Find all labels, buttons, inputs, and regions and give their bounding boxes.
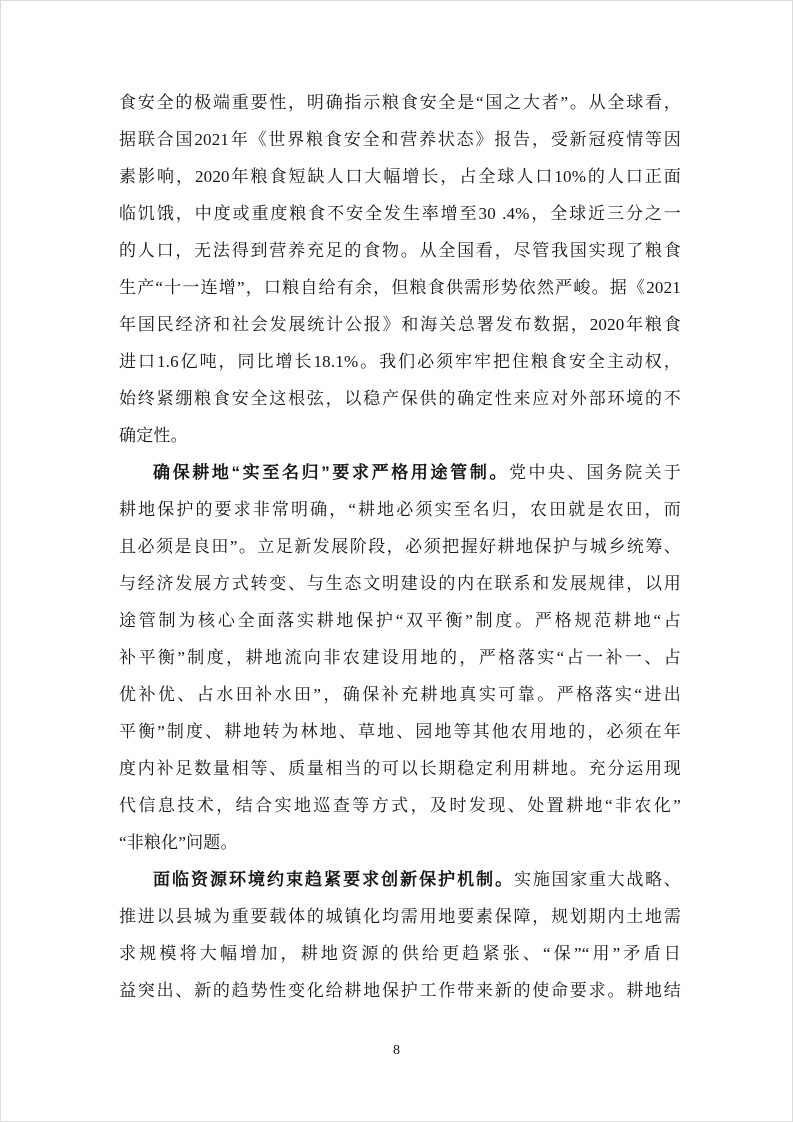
text-run: 求规模将大幅增加，耕地资源的供给更趋紧张、“保”“用”矛盾日 [119,944,681,963]
text-line [119,713,681,750]
text-run: 补平衡”制度，耕地流向非农建设用地的，严格落实“占一补一、占 [119,648,681,667]
text-line [119,454,681,491]
text-run: 进口1.6亿吨，同比增长18.1%。我们必须牢牢把住粮食安全主动权， [119,352,681,371]
text-run: 党中央、国务院关于 [509,463,682,482]
bold-run: 确保耕地“实至名归”要求严格用途管制。 [153,463,510,482]
text-run: 实施国家重大战略、 [514,870,681,889]
text-run: 年国民经济和社会发展统计公报》和海关总署发布数据，2020年粮食 [119,315,681,334]
text-line [119,232,681,269]
text-line [119,195,681,232]
text-line [119,972,681,1009]
text-line [119,158,681,195]
page-number: 8 [393,1043,400,1058]
text-line [119,898,681,935]
text-run: 素影响，2020年粮食短缺人口大幅增长，占全球人口10%的人口正面 [119,167,681,186]
text-line [119,676,681,713]
text-line [119,602,681,639]
text-run: 始终紧绷粮食安全这根弦，以稳产保供的确定性来应对外部环境的不 [119,389,681,408]
text-run: 代信息技术，结合实地巡查等方式，及时发现、处置耕地“非农化” [119,796,681,815]
text-line [119,343,681,380]
text-line [119,491,681,528]
text-line [119,787,681,824]
text-run: 的人口，无法得到营养充足的食物。从全国看，尽管我国实现了粮食 [119,241,681,260]
text-line [119,528,681,565]
text-run: 临饥饿，中度或重度粮食不安全发生率增至30 .4%，全球近三分之一 [119,204,681,223]
text-run: 据联合国2021年《世界粮食安全和营养状态》报告，受新冠疫情等因 [119,130,681,149]
text-line [119,380,681,417]
text-run: 优补优、占水田补水田”，确保补充耕地真实可靠。严格落实“进出 [119,685,681,704]
text-run: 平衡”制度、耕地转为林地、草地、园地等其他农用地的，必须在年 [119,722,681,741]
text-run: 益突出、新的趋势性变化给耕地保护工作带来新的使命要求。耕地结 [119,981,681,1000]
paragraph [119,84,681,454]
text-run: 确定性。 [119,426,188,445]
document-body [119,84,681,1009]
text-line [119,84,681,121]
paragraph [119,454,681,861]
bold-run: 面临资源环境约束趋紧要求创新保护机制。 [153,870,515,889]
text-line [119,417,681,454]
text-run: 推进以县城为重要载体的城镇化均需用地要素保障，规划期内土地需 [119,907,681,926]
text-run: 生产“十一连增”，口粮自给有余，但粮食供需形势依然严峻。据《2021 [119,278,681,297]
text-run: 食安全的极端重要性，明确指示粮食安全是“国之大者”。从全球看， [119,93,681,112]
text-run: “非粮化”问题。 [119,833,238,852]
text-run: 度内补足数量相等、质量相当的可以长期稳定利用耕地。充分运用现 [119,759,681,778]
text-run: 耕地保护的要求非常明确，“耕地必须实至名归，农田就是农田，而 [119,500,681,519]
text-line [119,269,681,306]
text-run: 途管制为核心全面落实耕地保护“双平衡”制度。严格规范耕地“占 [119,611,681,630]
text-line [119,565,681,602]
text-run: 与经济发展方式转变、与生态文明建设的内在联系和发展规律，以用 [119,574,681,593]
text-line [119,306,681,343]
text-line [119,861,681,898]
text-line [119,121,681,158]
text-line [119,639,681,676]
paragraph [119,861,681,1009]
text-line [119,750,681,787]
text-line [119,824,681,861]
text-line [119,935,681,972]
text-run: 且必须是良田”。立足新发展阶段，必须把握好耕地保护与城乡统筹、 [119,537,681,556]
